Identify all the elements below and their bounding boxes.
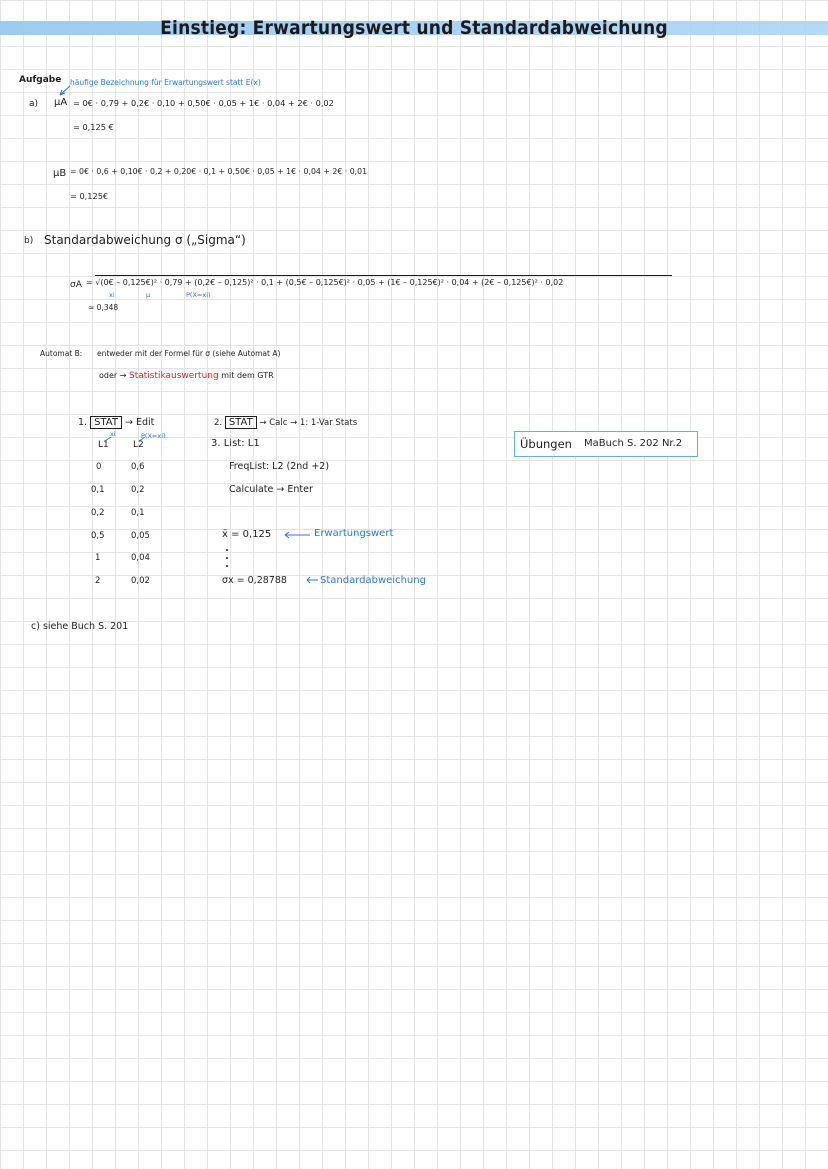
exercise-ref: MaBuch S. 202 Nr.2 — [584, 438, 683, 449]
step-2 — [214, 416, 357, 429]
sigma-x-line: σx = 0,28788 — [222, 575, 287, 586]
page-title: Einstieg: Erwartungswert und Standardabweichung — [160, 17, 668, 39]
part-c-text: c) siehe Buch S. 201 — [31, 621, 129, 632]
xbar-note: Erwartungswert — [314, 528, 394, 539]
table-row-x: 1 — [95, 553, 101, 563]
xbar-line: x̄ = 0,125 — [222, 529, 272, 540]
oder-line — [99, 371, 274, 381]
step-2-rest: → Calc → 1: 1-Var Stats — [259, 418, 358, 428]
list-l1-header: L1 — [98, 440, 109, 450]
step-3: 3. List: L1 — [211, 438, 260, 449]
part-b-label: b) — [24, 236, 34, 246]
sigma-x-note: Standardabweichung — [320, 575, 426, 586]
automat-b-text: entweder mit der Formel für σ (siehe Automat A) — [97, 349, 281, 358]
step-2-number: 2. — [214, 418, 223, 428]
step-1-number: 1. — [78, 417, 88, 428]
ellipsis-dot — [226, 557, 228, 559]
part-b-heading: Standardabweichung σ („Sigma“) — [44, 233, 246, 247]
mu-b-symbol: μB — [53, 168, 67, 179]
table-row-p: 0,02 — [131, 576, 150, 586]
ellipsis-dot — [226, 549, 228, 551]
label-mu: μ — [146, 291, 151, 299]
aufgabe-note: häufige Bezeichnung für Erwartungswert statt E(x) — [70, 78, 261, 87]
table-row-p: 0,2 — [131, 485, 145, 495]
oder-text: oder → — [99, 371, 127, 380]
sigma-a-expression: = √(0€ – 0,125€)² · 0,79 + (0,2€ – 0,125)² · 0,1 + (0,5€ – 0,125€)² · 0,05 + (1€ – 0,125€)² · 0,04 + (2€ – 0,125€)² · 0,02 — [86, 278, 564, 287]
list-l2-header: L2 — [133, 440, 144, 450]
ellipsis-dot — [226, 565, 228, 567]
table-row-x: 0,5 — [91, 531, 105, 541]
calculate-line: Calculate → Enter — [229, 484, 313, 495]
sigma-a-symbol: σA — [70, 280, 82, 290]
table-row-p: 0,05 — [131, 531, 150, 541]
table-row-x: 2 — [95, 576, 101, 586]
mu-b-expression: = 0€ · 0,6 + 0,10€ · 0,2 + 0,20€ · 0,1 + 0,50€ · 0,05 + 1€ · 0,04 + 2€ · 0,01 — [70, 167, 368, 176]
stat-key-2: STAT — [225, 416, 257, 429]
sigma-a-result: ≈ 0,348 — [88, 303, 119, 312]
label-p: P(X=xi) — [186, 291, 211, 299]
stat-key-1: STAT — [90, 416, 122, 429]
mu-a-expression: = 0€ · 0,79 + 0,2€ · 0,10 + 0,50€ · 0,05 + 1€ · 0,04 + 2€ · 0,02 — [73, 98, 334, 108]
table-row-p: 0,6 — [131, 462, 145, 472]
gtr-text: mit dem GTR — [221, 371, 274, 380]
l2-superscript: P(X=xi) — [141, 432, 166, 440]
statistikauswertung-text: Statistikauswertung — [128, 371, 219, 381]
automat-b-label: Automat B: — [40, 349, 83, 358]
part-a-label: a) — [29, 99, 39, 109]
table-row-p: 0,1 — [131, 508, 145, 518]
exercise-label: Übungen — [520, 437, 572, 451]
table-row-x: 0,2 — [91, 508, 105, 518]
mu-b-result: = 0,125€ — [70, 191, 109, 201]
freqlist-line: FreqList: L2 (2nd +2) — [229, 461, 330, 472]
step-1-rest: → Edit — [125, 417, 155, 428]
table-row-x: 0,1 — [91, 485, 105, 495]
aufgabe-label: Aufgabe — [19, 75, 62, 85]
label-xi: xi — [109, 291, 115, 299]
table-row-x: 0 — [96, 462, 102, 472]
step-1 — [78, 416, 154, 429]
table-row-p: 0,04 — [131, 553, 150, 563]
sqrt-bar — [95, 275, 672, 276]
mu-a-result: = 0,125 € — [73, 122, 114, 132]
l1-superscript: xi — [110, 430, 116, 438]
mu-a-symbol: μA — [54, 97, 68, 108]
